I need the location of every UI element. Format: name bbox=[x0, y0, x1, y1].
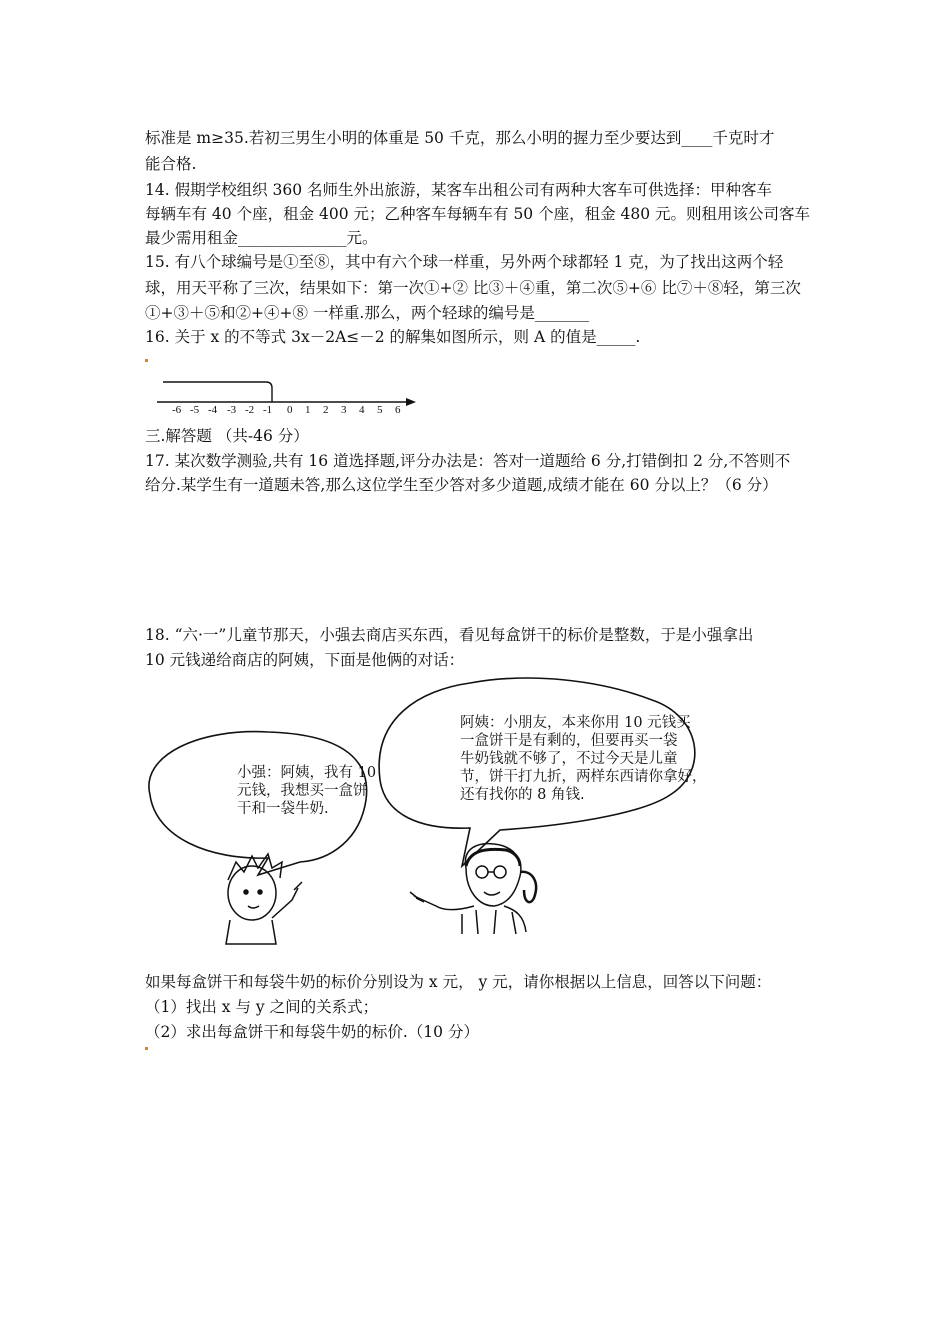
auntie-dialogue-line: 节，饼干打九折，两样东西请你拿好， bbox=[460, 769, 707, 785]
orange-mark bbox=[145, 1047, 148, 1050]
tick-label: -3 bbox=[227, 404, 237, 416]
tick-label: -6 bbox=[172, 404, 182, 416]
orange-mark bbox=[145, 359, 148, 362]
auntie-dialogue-line: 牛奶钱就不够了，不过今天是儿童 bbox=[460, 751, 678, 767]
section-3-heading: 三.解答题 （共-46 分） bbox=[145, 427, 309, 445]
boy-dialogue-line: 干和一袋牛奶. bbox=[237, 801, 329, 817]
q18-part2: （2）求出每盒饼干和每袋牛奶的标价.（10 分） bbox=[145, 1023, 479, 1041]
boy-dialogue-line: 元钱，我想买一盒饼 bbox=[237, 783, 368, 799]
q16-line: 16. 关于 x 的不等式 3x－2A≤－2 的解集如图所示，则 A 的值是_____. bbox=[145, 328, 641, 346]
tick-label: -1 bbox=[263, 404, 273, 416]
auntie-dialogue-line: 阿姨：小朋友，本来你用 10 元钱买 bbox=[460, 715, 691, 731]
q17-line2: 给分.某学生有一道题未答,那么这位学生至少答对多少道题,成绩才能在 60 分以上？（6 分） bbox=[145, 476, 778, 494]
auntie-dialogue-line: 还有找你的 8 角钱. bbox=[460, 787, 585, 803]
boy-figure bbox=[226, 854, 302, 944]
tick-label: 0 bbox=[287, 404, 293, 416]
tick-label: -2 bbox=[245, 404, 255, 416]
tick-label: 4 bbox=[359, 404, 365, 416]
auntie-dialogue-line: 一盒饼干是有剩的，但要再买一袋 bbox=[460, 733, 678, 749]
tick-label: 2 bbox=[323, 404, 329, 416]
q14-line1: 14. 假期学校组织 360 名师生外出旅游，某客车出租公司有两种大客车可供选择：甲种客车 bbox=[145, 181, 773, 199]
tick-label: 5 bbox=[377, 404, 383, 416]
q18-line1: 18. “六·一”儿童节那天，小强去商店买东西，看见每盒饼干的标价是整数，于是小强拿出 bbox=[145, 626, 754, 644]
q13-tail-line1: 标准是 m≥35.若初三男生小明的体重是 50 千克，那么小明的握力至少要达到____千克时才 bbox=[145, 129, 775, 147]
q17-line1: 17. 某次数学测验,共有 16 道选择题,评分办法是：答对一道题给 6 分,打错倒扣 2 分,不答则不 bbox=[145, 452, 791, 470]
q15-line2: 球，用天平称了三次，结果如下：第一次①+② 比③＋④重，第二次⑤+⑥ 比⑦＋⑧轻，第三次 bbox=[145, 279, 801, 297]
q15-line1: 15. 有八个球编号是①至⑧，其中有六个球一样重，另外两个球都轻 1 克，为了找出这两个轻 bbox=[145, 253, 784, 271]
tick-label: -4 bbox=[208, 404, 218, 416]
tick-label: 1 bbox=[305, 404, 311, 416]
q18-question-intro: 如果每盒饼干和每袋牛奶的标价分别设为 x 元， y 元，请你根据以上信息，回答以下问题： bbox=[145, 973, 772, 991]
q13-tail-line2: 能合格. bbox=[145, 155, 197, 173]
q14-line3: 最少需用租金______________元。 bbox=[145, 229, 378, 247]
axis-arrow bbox=[406, 398, 416, 406]
q15-line3: ①+③＋⑤和②+④+⑧ 一样重.那么，两个轻球的编号是_______ bbox=[145, 304, 590, 322]
auntie-figure bbox=[410, 844, 536, 934]
solution-ray bbox=[163, 382, 272, 402]
q14-line2: 每辆车有 40 个座，租金 400 元；乙种客车每辆车有 50 个座，租金 480 元。则租用该公司客车 bbox=[145, 205, 811, 223]
tick-label: 3 bbox=[341, 404, 347, 416]
boy-dialogue-line: 小强：阿姨，我有 10 bbox=[237, 765, 377, 781]
tick-label: 6 bbox=[395, 404, 401, 416]
q18-line2: 10 元钱递给商店的阿姨，下面是他俩的对话： bbox=[145, 651, 465, 669]
q18-part1: （1）找出 x 与 y 之间的关系式； bbox=[145, 998, 379, 1016]
tick-label: -5 bbox=[190, 404, 200, 416]
